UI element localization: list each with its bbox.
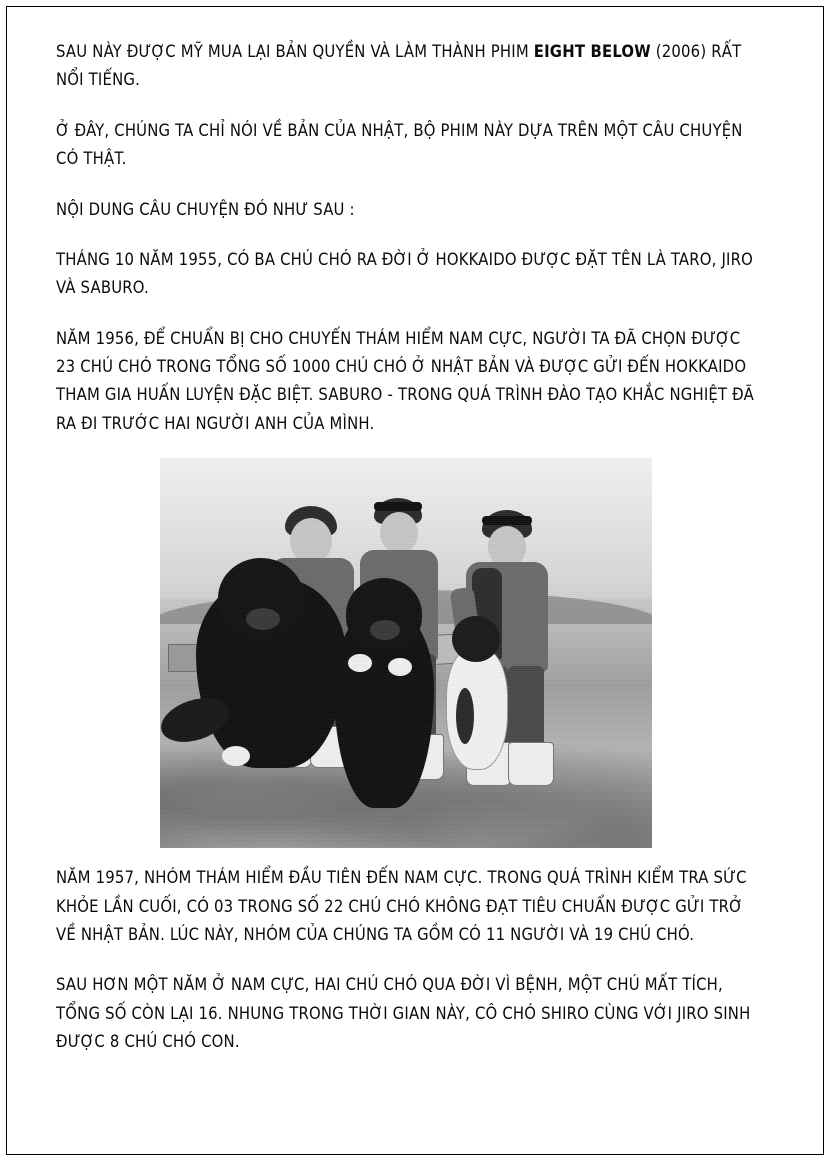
dog-center-paw-1 (348, 654, 372, 672)
person-center-goggles (374, 502, 422, 511)
dog-center-paw-2 (388, 658, 412, 676)
paragraph-3 (56, 196, 756, 224)
paragraph-7-text: SAU HƠN MỘT NĂM Ở NAM CỰC, HAI CHÚ CHÓ QUA ĐỜI VÌ BỆNH, MỘT CHÚ MẤT TÍCH, TỔNG SỐ CÒN LẠI 16. NHUNG TRONG THỜI GIAN NÀY, CÔ CHÓ SHIRO CÙNG VỚI JIRO SINH ĐƯỢC 8 CHÚ CHÓ CON. (56, 975, 751, 1051)
paragraph-1-text-b: (2006) RẤT NỔI TIẾNG. (56, 42, 742, 90)
paragraph-3-text: NỘI DUNG CÂU CHUYỆN ĐÓ NHƯ SAU : (56, 199, 355, 219)
paragraph-1-text-a: SAU NÀY ĐƯỢC MỸ MUA LẠI BẢN QUYỀN VÀ LÀM THÀNH PHIM (56, 42, 534, 61)
film-title-eight-below: EIGHT BELOW (533, 42, 651, 61)
document-content (56, 38, 756, 1078)
person-right-goggles (482, 516, 532, 525)
paragraph-5-text: NĂM 1956, ĐỂ CHUẨN BỊ CHO CHUYẾN THÁM HIỂM NAM CỰC, NGƯỜI TA ĐÃ CHỌN ĐƯỢC 23 CHÚ CHÓ TRONG TỔNG SỐ 1000 CHÚ CHÓ Ở NHẬT BẢN VÀ ĐƯỢC GỬI ĐẾN HOKKAIDO THAM GIA HUẤN LUYỆN ĐẶC BIỆT. SABURO - TRONG QUÁ TRÌNH ĐÀO TẠO KHẮC NGHIỆT ĐÃ RA ĐI TRƯỚC HAI NGƯỜI ANH CỦA MÌNH. (56, 328, 754, 433)
person-right-leg-2 (508, 666, 544, 750)
expedition-team-photo (160, 458, 652, 848)
paragraph-6-text: NĂM 1957, NHÓM THÁM HIỂM ĐẦU TIÊN ĐẾN NAM CỰC. TRONG QUÁ TRÌNH KIỂM TRA SỨC KHỎE LẦN CUỐI, CÓ 03 TRONG SỐ 22 CHÚ CHÓ KHÔNG ĐẠT TIÊU CHUẨN ĐƯỢC GỬI TRỞ VỀ NHẬT BẢN. LÚC NÀY, NHÓM CỦA CHÚNG TA GỒM CÓ 11 NGƯỜI VÀ 19 CHÚ CHÓ. (56, 868, 747, 944)
paragraph-6 (56, 864, 756, 949)
paragraph-4 (56, 246, 756, 303)
dog-puppy-patch (456, 688, 474, 744)
person-right-boot-2 (508, 742, 554, 786)
photo-container (56, 458, 756, 848)
person-center-head (380, 512, 418, 554)
dog-center-muzzle (370, 620, 400, 640)
dog-puppy-head (452, 616, 500, 662)
paragraph-7 (56, 971, 756, 1056)
paragraph-5 (56, 325, 756, 439)
paragraph-1 (56, 38, 756, 95)
dog-left-paw (222, 746, 250, 766)
paragraph-2-text: Ở ĐÂY, CHÚNG TA CHỈ NÓI VỀ BẢN CỦA NHẬT, BỘ PHIM NÀY DỰA TRÊN MỘT CÂU CHUYỆN CÓ THẬT. (56, 120, 743, 169)
paragraph-4-text: THÁNG 10 NĂM 1955, CÓ BA CHÚ CHÓ RA ĐỜI Ở HOKKAIDO ĐƯỢC ĐẶT TÊN LÀ TARO, JIRO VÀ SABURO. (56, 249, 754, 298)
dog-left-muzzle (246, 608, 280, 630)
paragraph-2 (56, 117, 756, 174)
